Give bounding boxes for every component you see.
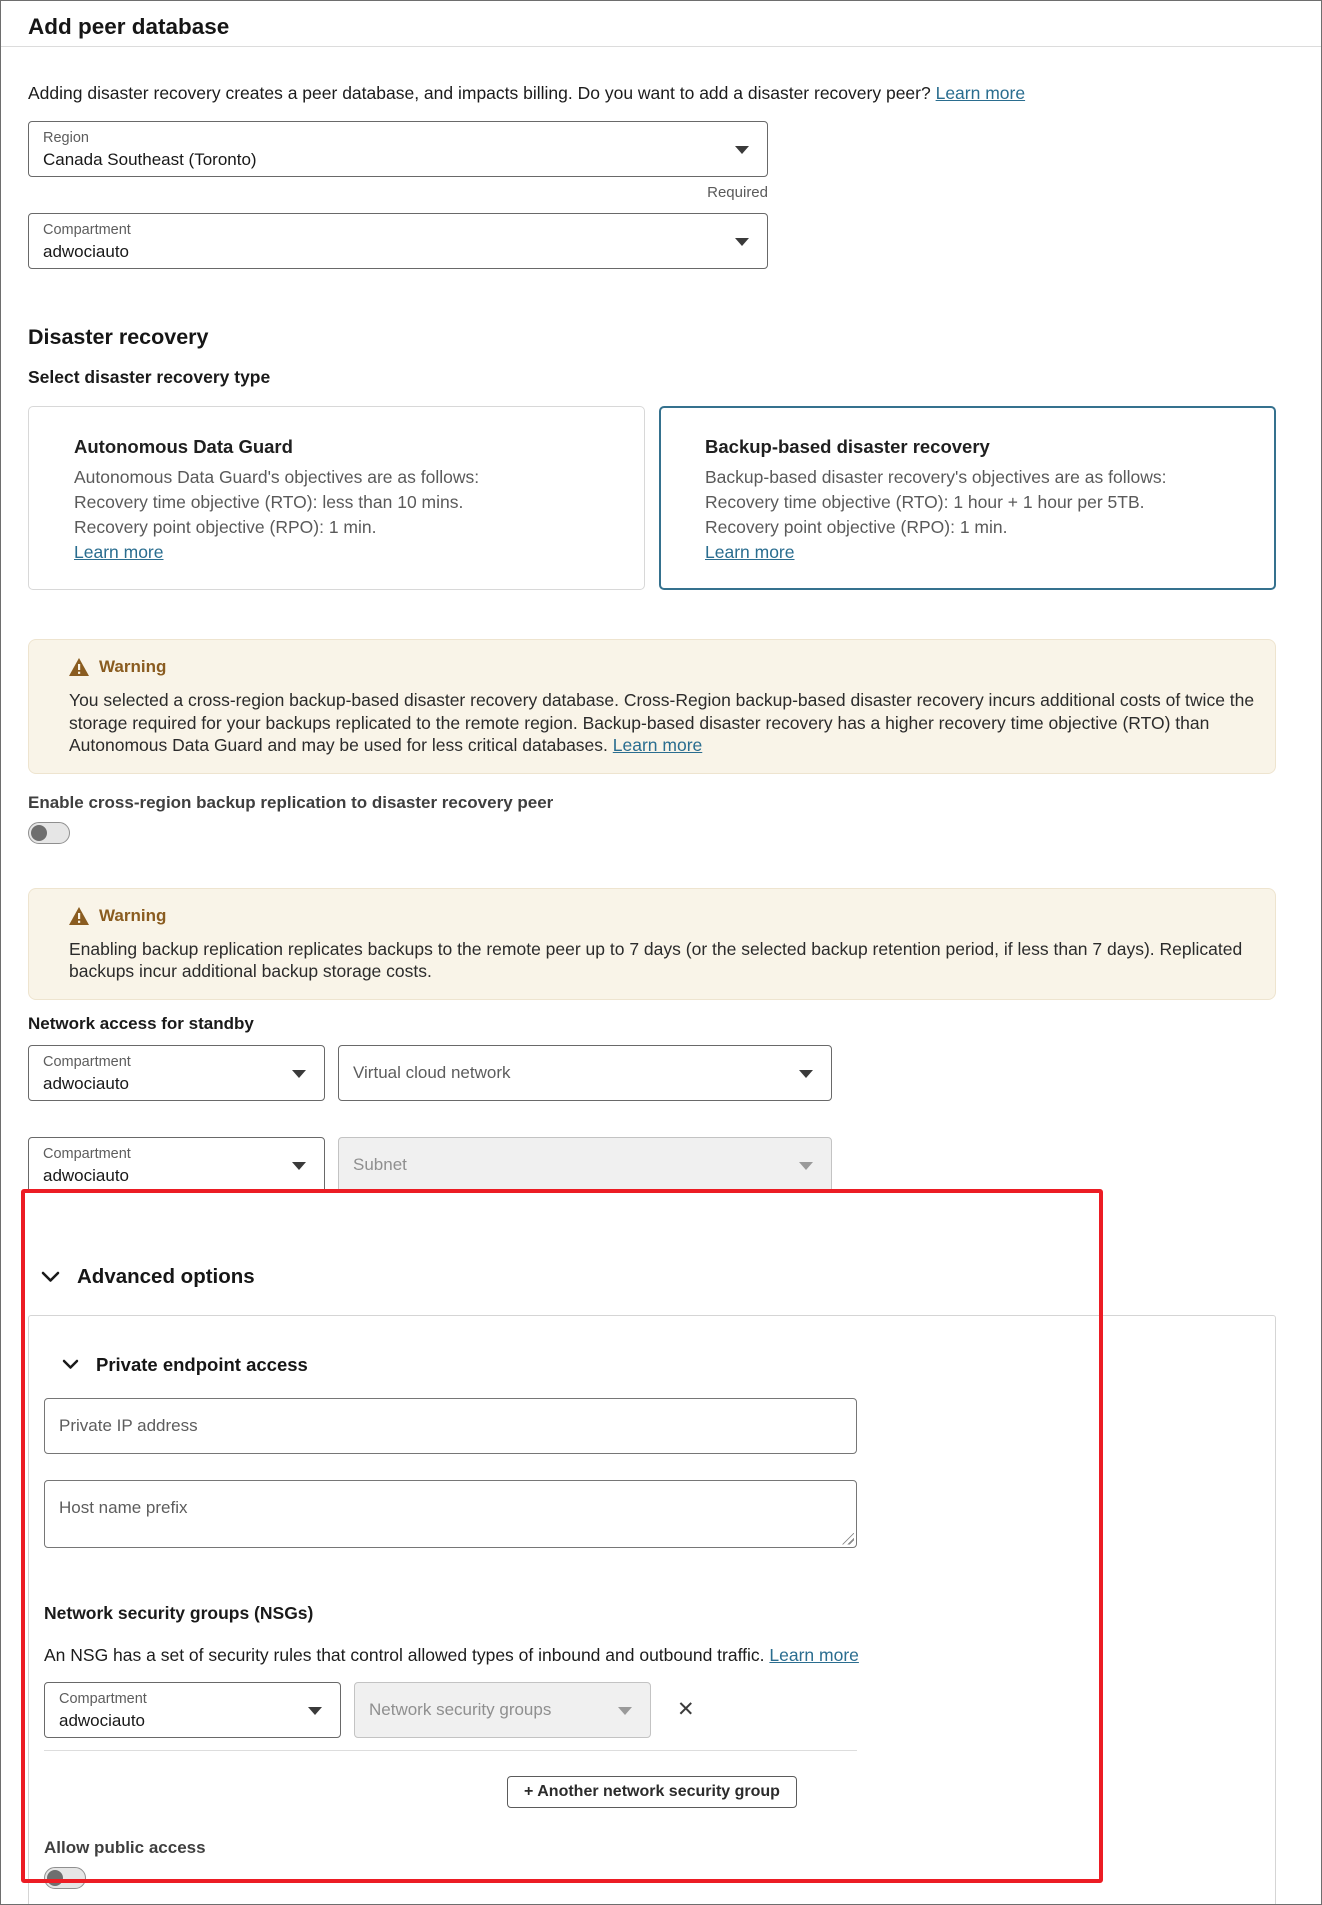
page-title: Add peer database bbox=[28, 14, 230, 39]
card-title: Autonomous Data Guard bbox=[74, 436, 293, 457]
card-title: Backup-based disaster recovery bbox=[705, 436, 990, 457]
nsg-divider bbox=[44, 1750, 857, 1751]
caret-down-icon bbox=[799, 1070, 813, 1078]
intro-learn-more-link[interactable]: Learn more bbox=[935, 83, 1026, 103]
virtual-cloud-network-select[interactable] bbox=[338, 1045, 832, 1101]
add-nsg-button[interactable]: + Another network security group bbox=[507, 1776, 797, 1808]
advanced-options-title: Advanced options bbox=[77, 1264, 255, 1288]
nsg-description: An NSG has a set of security rules that control allowed types of inbound and outbound traffic. Learn more bbox=[44, 1644, 859, 1665]
nsg-learn-more-link[interactable]: Learn more bbox=[769, 1644, 859, 1665]
chevron-down-icon bbox=[41, 1271, 60, 1283]
caret-down-icon bbox=[292, 1162, 306, 1170]
select-label: Network security groups bbox=[369, 1699, 552, 1719]
chevron-down-icon bbox=[62, 1359, 79, 1370]
dialog-content bbox=[1, 83, 1321, 1905]
private-endpoint-section bbox=[28, 1315, 1276, 1905]
card-rto-line: Recovery time objective (RTO): less than 10 mins. bbox=[74, 492, 464, 512]
region-select-value: Canada Southeast (Toronto) bbox=[43, 150, 257, 169]
warning-icon bbox=[69, 907, 89, 925]
dr-type-cards bbox=[28, 406, 1276, 590]
card-rto-line: Recovery time objective (RTO): 1 hour + 1 hour per 5TB. bbox=[705, 492, 1145, 512]
card-objectives-line: Autonomous Data Guard's objectives are as follows: bbox=[74, 467, 480, 487]
card-learn-more-link[interactable]: Learn more bbox=[705, 542, 795, 562]
region-select[interactable] bbox=[28, 121, 768, 177]
select-label: Compartment bbox=[43, 1145, 131, 1162]
compartment-select[interactable] bbox=[28, 213, 768, 269]
private-ip-input[interactable] bbox=[44, 1398, 857, 1454]
caret-down-icon bbox=[308, 1707, 322, 1715]
compartment-select-value: adwociauto bbox=[43, 242, 130, 261]
warning-learn-more-link[interactable]: Learn more bbox=[612, 735, 703, 755]
card-autonomous-data-guard[interactable] bbox=[28, 406, 645, 590]
warning-title: Warning bbox=[99, 657, 167, 676]
select-label: Subnet bbox=[353, 1154, 407, 1174]
host-name-prefix-textarea[interactable] bbox=[44, 1480, 857, 1548]
select-value: adwociauto bbox=[43, 1165, 130, 1185]
nsg-select bbox=[354, 1682, 651, 1738]
private-endpoint-header[interactable] bbox=[44, 1354, 1260, 1376]
resize-handle[interactable] bbox=[842, 1533, 854, 1545]
allow-public-access-toggle[interactable] bbox=[44, 1867, 86, 1889]
select-label: Virtual cloud network bbox=[353, 1062, 511, 1082]
close-icon[interactable]: ✕ bbox=[677, 1697, 695, 1721]
caret-down-icon bbox=[735, 146, 749, 154]
select-value: adwociauto bbox=[43, 1073, 130, 1093]
warning-text: You selected a cross-region backup-based disaster recovery database. Cross-Region backup-based disaster recovery incurs additional costs of twice the storage required for your backups replicated to the remote region. Backup-based disaster recovery has a higher recovery time objective (RTO) than Autonomous Data Guard and may be used for less critical databases. Learn more bbox=[69, 690, 1255, 755]
select-label: Compartment bbox=[43, 1053, 131, 1070]
warning-icon bbox=[69, 658, 89, 676]
caret-down-icon bbox=[735, 238, 749, 246]
select-value: adwociauto bbox=[59, 1710, 146, 1730]
toggle-knob bbox=[47, 1870, 63, 1886]
region-required-hint: Required bbox=[707, 184, 768, 201]
private-ip-placeholder: Private IP address bbox=[59, 1415, 198, 1435]
warning-title: Warning bbox=[99, 905, 167, 925]
allow-public-access-label: Allow public access bbox=[44, 1837, 206, 1857]
nsg-heading: Network security groups (NSGs) bbox=[44, 1602, 314, 1623]
network-access-standby-label: Network access for standby bbox=[28, 1013, 254, 1033]
title-divider bbox=[1, 46, 1321, 47]
card-rpo-line: Recovery point objective (RPO): 1 min. bbox=[705, 517, 1008, 537]
caret-down-icon bbox=[618, 1707, 632, 1715]
card-learn-more-link[interactable]: Learn more bbox=[74, 542, 164, 562]
warning-text: Enabling backup replication replicates backups to the remote peer up to 7 days (or the selected backup retention period, if less than 7 days). Replicated backups incur additional backup storage costs. bbox=[69, 938, 1243, 981]
nsg-compartment-select[interactable] bbox=[44, 1682, 341, 1738]
toggle-knob bbox=[31, 825, 47, 841]
caret-down-icon bbox=[799, 1162, 813, 1170]
compartment-select-label: Compartment bbox=[43, 222, 131, 238]
backup-replication-warning-box bbox=[28, 888, 1276, 1000]
host-name-prefix-placeholder: Host name prefix bbox=[59, 1497, 188, 1517]
vcn-row bbox=[28, 1045, 1276, 1101]
region-select-label: Region bbox=[43, 130, 89, 146]
card-rpo-line: Recovery point objective (RPO): 1 min. bbox=[74, 517, 377, 537]
standby-compartment-select[interactable] bbox=[28, 1045, 325, 1101]
intro-text bbox=[28, 83, 1276, 104]
subnet-select bbox=[338, 1137, 832, 1193]
cross-region-warning-box bbox=[28, 639, 1276, 774]
select-label: Compartment bbox=[59, 1690, 147, 1707]
select-dr-type-label: Select disaster recovery type bbox=[28, 367, 271, 387]
backup-replication-toggle[interactable] bbox=[28, 822, 70, 844]
card-objectives-line: Backup-based disaster recovery's objectives are as follows: bbox=[705, 467, 1167, 487]
caret-down-icon bbox=[292, 1070, 306, 1078]
private-endpoint-title: Private endpoint access bbox=[96, 1353, 308, 1375]
intro-text-body: Adding disaster recovery creates a peer database, and impacts billing. Do you want to add a disaster recovery peer? bbox=[28, 83, 936, 103]
advanced-options-header[interactable] bbox=[28, 1265, 1276, 1289]
disaster-recovery-heading: Disaster recovery bbox=[28, 325, 209, 349]
enable-backup-replication-label: Enable cross-region backup replication to disaster recovery peer bbox=[28, 792, 554, 812]
nsg-row bbox=[44, 1682, 1260, 1738]
subnet-row bbox=[28, 1137, 1276, 1193]
subnet-compartment-select[interactable] bbox=[28, 1137, 325, 1193]
card-backup-based-dr[interactable] bbox=[659, 406, 1276, 590]
